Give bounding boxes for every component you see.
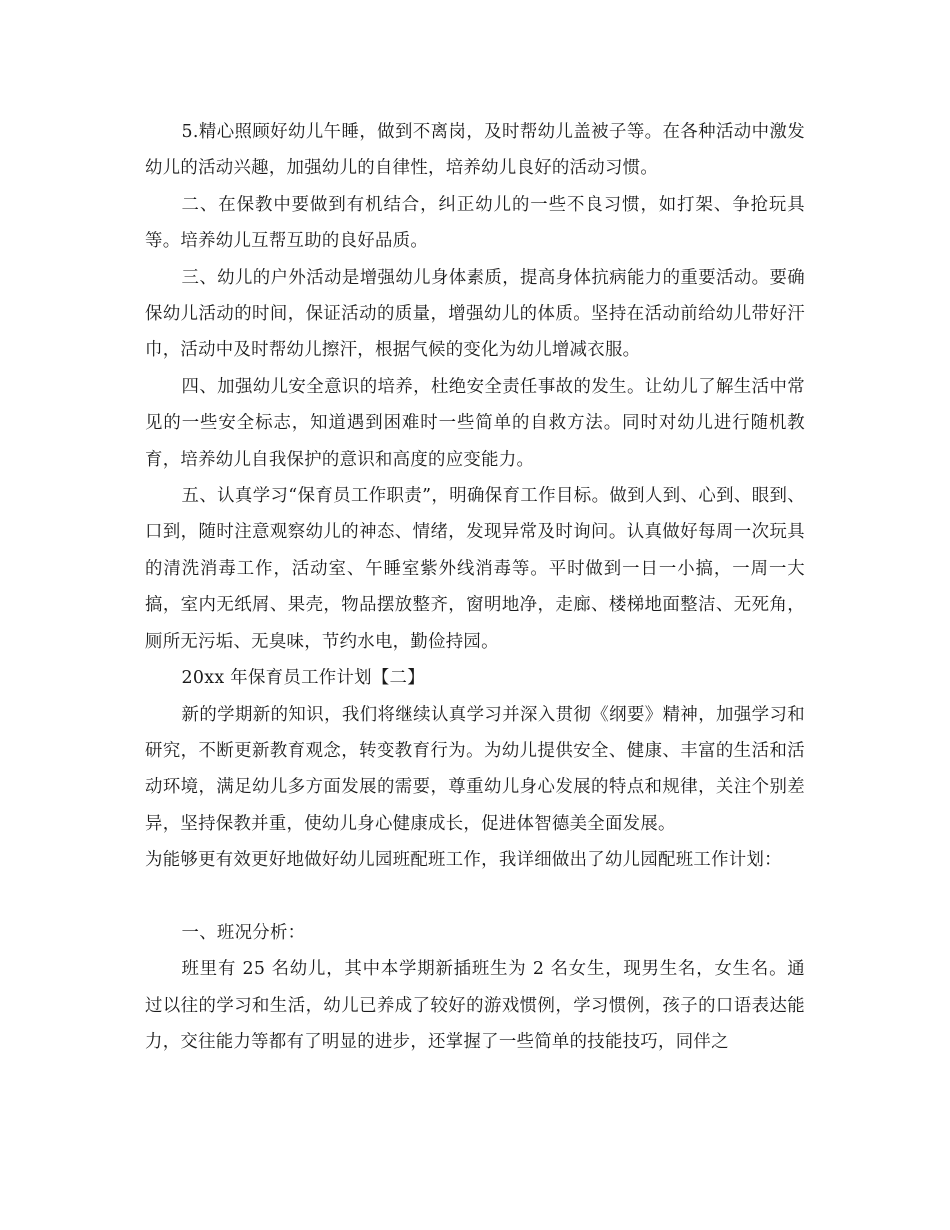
paragraph-nap-care: 5.精心照顾好幼儿午睡，做到不离岗，及时帮幼儿盖被子等。在各种活动中激发幼儿的活动兴趣，加强幼儿的自律性，培养幼儿良好的活动习惯。	[145, 122, 805, 179]
paragraph-safety: 四、加强幼儿安全意识的培养，杜绝安全责任事故的发生。让幼儿了解生活中常见的一些安全标志，知道遇到困难时一些简单的自救方法。同时对幼儿进行随机教育，培养幼儿自我保护的意识和高度的应变能力。	[145, 376, 805, 470]
blank-line	[145, 879, 805, 915]
paragraph-habits: 二、在保教中要做到有机结合，纠正幼儿的一些不良习惯，如打架、争抢玩具等。培养幼儿互帮互助的良好品质。	[145, 194, 805, 252]
plan-title: 20xx 年保育员工作计划【二】	[181, 668, 425, 689]
section-heading-class-analysis: 一、班况分析：	[181, 922, 306, 943]
document-body	[145, 114, 805, 1061]
paragraph-class-analysis: 班里有 25 名幼儿，其中本学期新插班生为 2 名女生，现男生名，女生名。通过以往的学习和生活，幼儿已养成了较好的游戏惯例，学习惯例，孩子的口语表达能力，交往能力等都有了明显的进步，还掌握了一些简单的技能技巧，同伴之	[145, 959, 805, 1053]
paragraph-outdoor-activity: 三、幼儿的户外活动是增强幼儿身体素质，提高身体抗病能力的重要活动。要确保幼儿活动的时间，保证活动的质量，增强幼儿的体质。坚持在活动前给幼儿带好汗巾，活动中及时帮幼儿擦汗，根据气候的变化为幼儿增减衣服。	[145, 267, 805, 361]
paragraph-duties: 五、认真学习“保育员工作职责”，明确保育工作目标。做到人到、心到、眼到、口到，随时注意观察幼儿的神态、情绪，发现异常及时询问。认真做好每周一次玩具的清洗消毒工作，活动室、午睡室紫外线消毒等。平时做到一日一小搞，一周一大搞，室内无纸屑、果壳，物品摆放整齐，窗明地净，走廊、楼梯地面整洁、无死角，厕所无污垢、无臭味，节约水电，勤俭持园。	[145, 486, 805, 652]
paragraph-new-semester: 新的学期新的知识，我们将继续认真学习并深入贯彻《纲要》精神，加强学习和研究，不断更新教育观念，转变教育行为。为幼儿提供安全、健康、丰富的生活和活动环境，满足幼儿多方面发展的需要，尊重幼儿身心发展的特点和规律，关注个别差异，坚持保教并重，使幼儿身心健康成长，促进体智德美全面发展。	[145, 704, 805, 834]
paragraph-plan-intro: 为能够更有效更好地做好幼儿园班配班工作，我详细做出了幼儿园配班工作计划：	[145, 850, 782, 871]
